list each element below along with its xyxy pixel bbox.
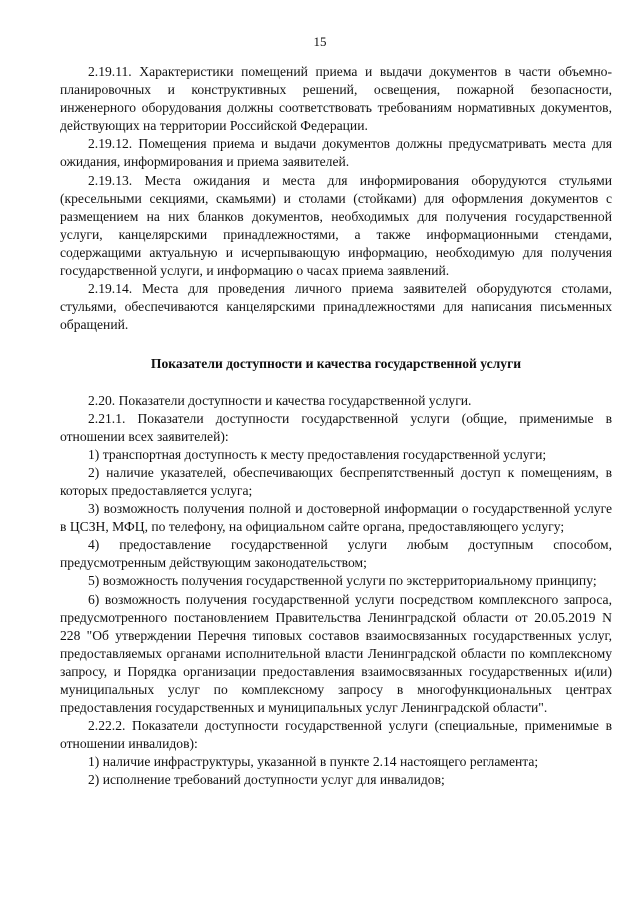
list-item-special-1: 1) наличие инфраструктуры, указанной в пункте 2.14 настоящего регламента; (88, 754, 539, 770)
paragraph-2-19-12: 2.19.12. Помещения приема и выдачи документов должны предусматривать места для ожидания, информирования и приема заявителей. (60, 136, 612, 170)
list-item-general-4: 4) предоставление государственной услуги любым доступным способом, предусмотренным действующим законодательством; (60, 537, 612, 571)
list-item-general-2: 2) наличие указателей, обеспечивающих беспрепятственный доступ к помещениям, в которых предоставляется услуга; (60, 464, 612, 498)
paragraph-2-19-13: 2.19.13. Места ожидания и места для информирования оборудуются стульями (кресельными секциями, скамьями) и столами (стойками) для оформления документов с размещением на них бланков документов, необходимых для получения государственной услуги, канцелярскими принадлежностями, а также информационными стендами, содержащими актуальную и исчерпывающую информацию, необходимую для получения государственной услуги, и информацию о часах приема заявлений. (60, 172, 612, 279)
list-item-general-3: 3) возможность получения полной и достоверной информации о государственной услуге в ЦСЗН, МФЦ, по телефону, на официальном сайте органа, предоставляющего услугу; (60, 501, 612, 535)
section-heading: Показатели доступности и качества государственной услуги (150, 356, 522, 372)
paragraph-2-20: 2.20. Показатели доступности и качества государственной услуги. (88, 392, 472, 408)
paragraph-2-19-11: 2.19.11. Характеристики помещений приема и выдачи документов в части объемно-планировочных и конструктивных решений, освещения, пожарной безопасности, инженерного оборудования должны соответствовать требованиям нормативных документов, действующих на территории Российской Федерации. (60, 64, 612, 134)
document-body (60, 63, 612, 790)
list-item-general-5: 5) возможность получения государственной услуги по экстерриториальному принципу; (88, 573, 597, 589)
paragraph-2-22-2: 2.22.2. Показатели доступности государственной услуги (специальные, применимые в отношении инвалидов): (60, 718, 612, 752)
paragraph-2-19-14: 2.19.14. Места для проведения личного приема заявителей оборудуются столами, стульями, обеспечиваются канцелярскими принадлежностями для написания письменных обращений. (60, 281, 612, 333)
page-number: 15 (313, 34, 327, 49)
list-item-general-6: 6) возможность получения государственной услуги посредством комплексного запроса, предусмотренного постановлением Правительства Ленинградской области от 20.05.2019 N 228 "Об утверждении Перечня типовых составов взаимосвязанных государственных услуг, предоставляемых органами исполнительной власти Ленинградской области по комплексному запросу, и Порядка организации предоставления взаимосвязанных государственных и(или) муниципальных услуг по комплексному запросу в многофункциональных центрах предоставления государственных и муниципальных услуг Ленинградской области". (60, 591, 612, 716)
list-item-special-2: 2) исполнение требований доступности услуг для инвалидов; (88, 772, 445, 788)
list-item-general-1: 1) транспортная доступность к месту предоставления государственной услуги; (88, 446, 547, 462)
paragraph-2-21-1: 2.21.1. Показатели доступности государственной услуги (общие, применимые в отношении всех заявителей): (60, 410, 612, 444)
